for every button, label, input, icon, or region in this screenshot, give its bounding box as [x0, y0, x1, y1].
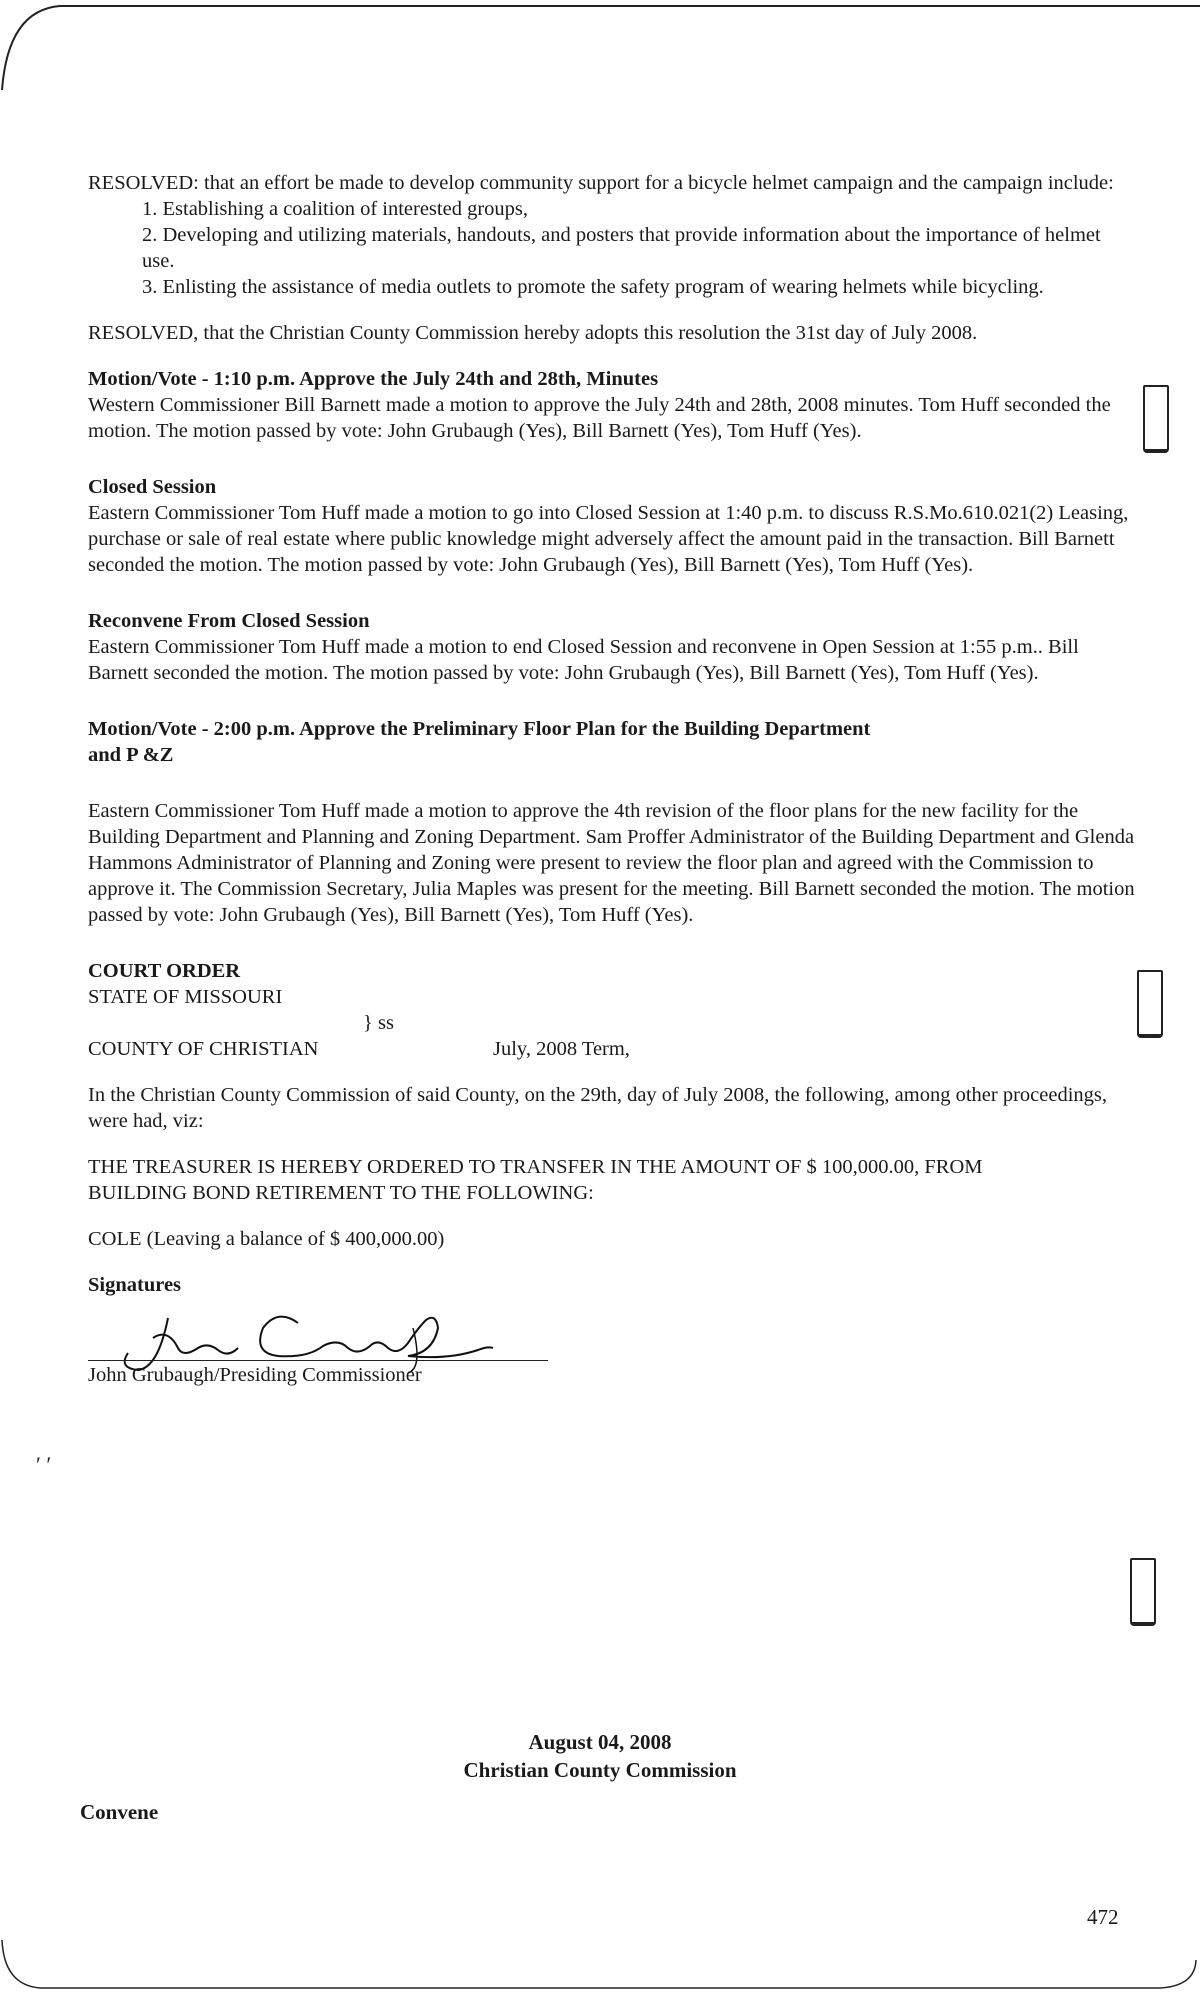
section-heading: Motion/Vote - 2:00 p.m. Approve the Preliminary Floor Plan for the Building Department and P &Z	[88, 718, 871, 766]
signature-block	[88, 1298, 1138, 1388]
ss-mark: } ss	[363, 1012, 394, 1034]
court-order-proceedings: In the Christian County Commission of said County, on the 29th, day of July 2008, the following, among other proceedings, were had, viz:	[88, 1084, 1108, 1132]
court-order-recipient: COLE (Leaving a balance of $ 400,000.00)	[88, 1228, 445, 1250]
page-number: 472	[1087, 1905, 1119, 1929]
resolution-adoption: RESOLVED, that the Christian County Commission hereby adopts this resolution the 31st day of July 2008.	[88, 322, 978, 344]
section-body: Eastern Commissioner Tom Huff made a motion to go into Closed Session at 1:40 p.m. to discuss R.S.Mo.610.021(2) Leasing, purchase or sale of real estate where public knowledge might adversely affect the amount paid in the transaction. Bill Barnett seconded the motion. The motion passed by vote: John Grubaugh (Yes), Bill Barnett (Yes), Tom Huff (Yes).	[88, 502, 1129, 576]
section-heading: Closed Session	[88, 476, 217, 498]
stray-mark: ′ ′	[36, 1452, 52, 1477]
section-heading: Reconvene From Closed Session	[88, 610, 370, 632]
section-body: Eastern Commissioner Tom Huff made a motion to end Closed Session and reconvene in Open Session at 1:55 p.m.. Bill Barnett seconded the motion. The motion passed by vote: John Grubaugh (Yes), Bill Barnett (Yes), Tom Huff (Yes).	[88, 636, 1079, 684]
next-meeting-date: August 04, 2008	[528, 1730, 672, 1754]
court-order-title: COURT ORDER	[88, 960, 241, 982]
margin-bracket	[1130, 1558, 1156, 1626]
list-item: 1. Establishing a coalition of interested groups,	[142, 198, 529, 220]
court-order-county: COUNTY OF CHRISTIAN	[88, 1038, 319, 1060]
margin-bracket	[1137, 970, 1163, 1038]
court-order-term: July, 2008 Term,	[493, 1038, 630, 1060]
court-order-text: THE TREASURER IS HEREBY ORDERED TO TRANSFER IN THE AMOUNT OF $ 100,000.00, FROM BUILDING BOND RETIREMENT TO THE FOLLOWING:	[88, 1156, 983, 1204]
court-order-state: STATE OF MISSOURI	[88, 986, 283, 1008]
resolution-intro: RESOLVED: that an effort be made to develop community support for a bicycle helmet campaign and the campaign include:	[88, 172, 1114, 194]
resolution-list	[142, 196, 1138, 300]
convene-heading: Convene	[80, 1800, 159, 1824]
margin-bracket	[1143, 385, 1169, 453]
signatures-heading: Signatures	[88, 1274, 182, 1296]
section-body: Western Commissioner Bill Barnett made a motion to approve the July 24th and 28th, 2008 minutes. Tom Huff seconded the motion. The motion passed by vote: John Grubaugh (Yes), Bill Barnett (Yes), Tom Huff (Yes).	[88, 394, 1111, 442]
section-body: Eastern Commissioner Tom Huff made a motion to approve the 4th revision of the floor plans for the new facility for the Building Department and Planning and Zoning Department. Sam Proffer Administrator of the Building Department and Glenda Hammons Administrator of Planning and Zoning were present to review the floor plan and agreed with the Commission to approve it. The Commission Secretary, Julia Maples was present for the meeting. Bill Barnett seconded the motion. The motion passed by vote: John Grubaugh (Yes), Bill Barnett (Yes), Tom Huff (Yes).	[88, 800, 1135, 926]
list-item: 2. Developing and utilizing materials, handouts, and posters that provide information about the importance of helmet use.	[142, 224, 1101, 272]
signature-caption: John Grubaugh/Presiding Commissioner	[88, 1364, 422, 1386]
section-heading: Motion/Vote - 1:10 p.m. Approve the July 24th and 28th, Minutes	[88, 368, 659, 390]
signature-line	[88, 1360, 548, 1361]
next-meeting-body: Christian County Commission	[463, 1758, 737, 1782]
list-item: 3. Enlisting the assistance of media outlets to promote the safety program of wearing helmets while bicycling.	[142, 276, 1044, 298]
document-body	[88, 170, 1138, 1388]
